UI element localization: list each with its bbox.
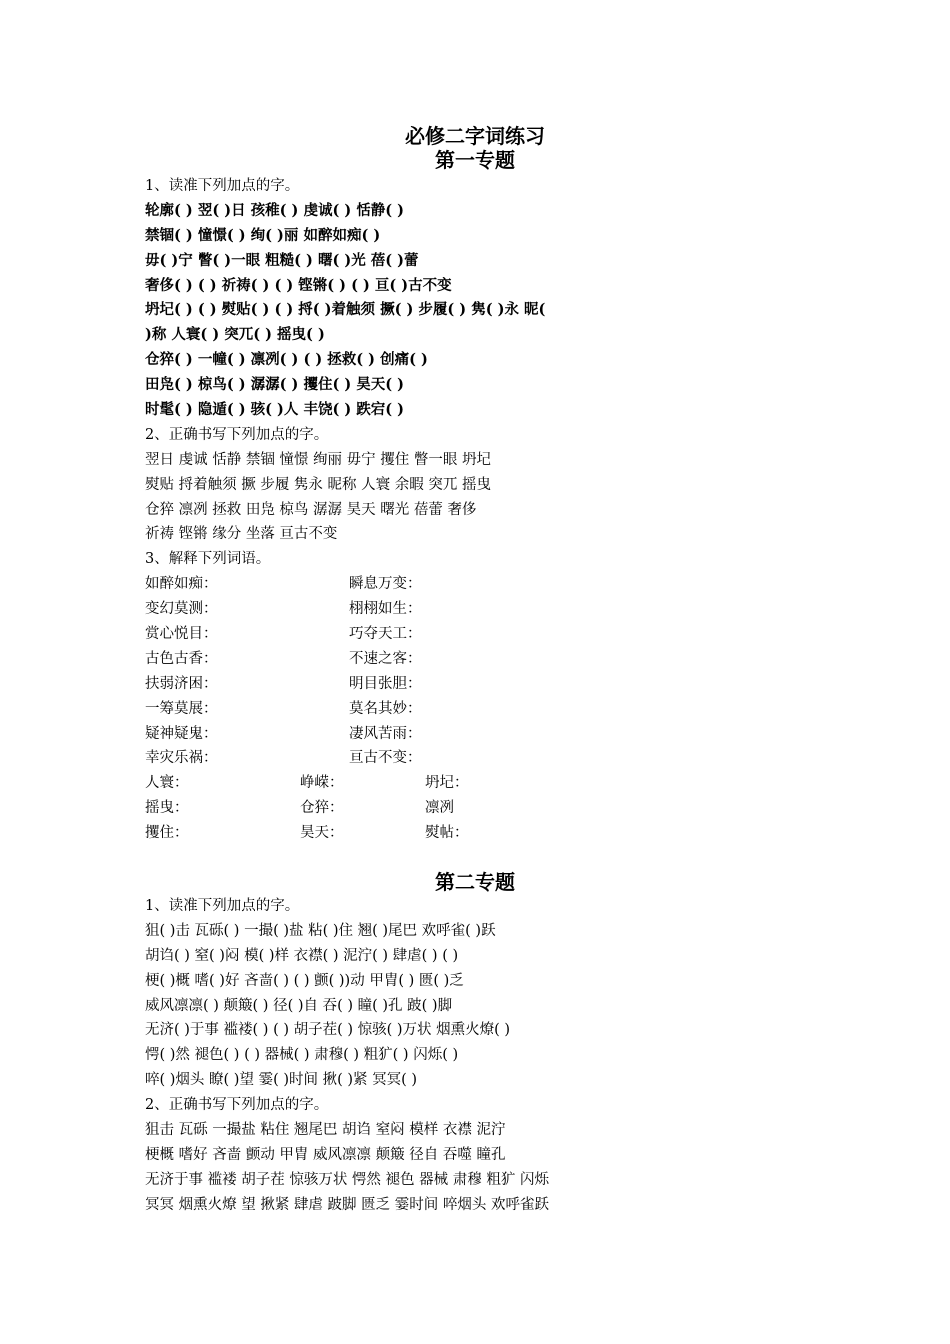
topic-2-section xyxy=(145,894,825,1218)
definition-term: 瞬息万变： xyxy=(349,576,422,593)
definition-term: 明目张胆： xyxy=(349,675,422,692)
pinyin-line: 无济( )于事 褴褛( ) ( ) 胡子茬( ) 惊骇( )万状 烟熏火燎( ) xyxy=(145,1022,511,1039)
pinyin-line: 奢侈( ) ( ) 祈祷( ) ( ) 铿锵( ) ( ) 亘( )古不变 xyxy=(145,276,452,294)
writing-line: 无济于事 褴褛 胡子茬 惊骇万状 愕然 褪色 器械 肃穆 粗犷 闪烁 xyxy=(145,1171,549,1188)
definition-term: 昊天： xyxy=(300,825,344,842)
definition-term: 莫名其妙： xyxy=(349,700,422,717)
definition-row xyxy=(145,722,825,747)
definition-term: 疑神疑鬼： xyxy=(145,725,218,742)
definition-term: 不速之客： xyxy=(349,650,422,667)
writing-line: 狙击 瓦砾 一撮盐 粘住 翘尾巴 胡诌 窒闷 模样 衣襟 泥泞 xyxy=(145,1122,506,1139)
definition-term: 一筹莫展： xyxy=(145,700,218,717)
definition-term: 攫住： xyxy=(145,825,189,842)
definition-row xyxy=(145,796,825,821)
definition-term: 坍圮： xyxy=(425,775,469,792)
document-title: 必修二字词练习 xyxy=(405,124,545,148)
writing-line: 熨贴 捋着触须 撅 步履 隽永 昵称 人寰 余暇 突兀 摇曳 xyxy=(145,476,491,493)
definition-row xyxy=(145,597,825,622)
writing-line: 仓猝 凛冽 拯救 田凫 椋鸟 潺潺 昊天 曙光 蓓蕾 奢侈 xyxy=(145,501,477,518)
definition-term: 赏心悦目： xyxy=(145,626,218,643)
definition-term: 扶弱济困： xyxy=(145,675,218,692)
pinyin-line: 轮廓( ) 翌( )日 孩稚( ) 虔诚( ) 恬静( ) xyxy=(145,201,405,219)
definition-term: 凛冽 xyxy=(425,800,454,817)
pinyin-line: 毋( )宁 瞥( )一眼 粗糙( ) 曙( )光 蓓( )蕾 xyxy=(145,251,419,269)
definition-term: 栩栩如生： xyxy=(349,601,422,618)
definition-term: 巧夺天工： xyxy=(349,626,422,643)
definition-term: 摇曳： xyxy=(145,800,189,817)
pinyin-line: 仓猝( ) 一幢( ) 凛冽( ) ( ) 拯救( ) 创痛( ) xyxy=(145,351,428,369)
definition-term: 如醉如痴： xyxy=(145,576,218,593)
pinyin-line: 时髦( ) 隐遁( ) 骇( )人 丰饶( ) 跌宕( ) xyxy=(145,401,405,419)
pinyin-line: 坍圮( ) ( ) 熨贴( ) ( ) 捋( )着触须 撅( ) 步履( ) 隽( )永 昵( xyxy=(145,301,546,319)
pinyin-line: 狙( )击 瓦砾( ) 一撮( )盐 粘( )住 翘( )尾巴 欢呼雀( )跃 xyxy=(145,922,496,939)
definition-row xyxy=(145,746,825,771)
pinyin-line: 威风凛凛( ) 颠簸( ) 径( )自 吞( ) 瞳( )孔 跛( )脚 xyxy=(145,997,453,1014)
topic-1-q3-heading: 3、解释下列词语。 xyxy=(145,551,271,568)
pinyin-line: 胡诌( ) 窒( )闷 模( )样 衣襟( ) 泥泞( ) 肆虐( ) ( ) xyxy=(145,947,459,964)
definition-term: 古色古香： xyxy=(145,650,218,667)
definition-term: 人寰： xyxy=(145,775,189,792)
topic-1-q2-heading: 2、正确书写下列加点的字。 xyxy=(145,426,329,443)
definition-term: 凄风苦雨： xyxy=(349,725,422,742)
writing-line: 祈祷 铿锵 缘分 坐落 亘古不变 xyxy=(145,526,338,543)
definition-term: 仓猝： xyxy=(300,800,344,817)
definition-term: 熨帖： xyxy=(425,825,469,842)
pinyin-line: 愕( )然 褪色( ) ( ) 器械( ) 肃穆( ) 粗犷( ) 闪烁( ) xyxy=(145,1047,459,1064)
definition-term: 变幻莫测： xyxy=(145,601,218,618)
topic-2-title: 第二专题 xyxy=(435,870,515,894)
topic-1-q1-heading: 1、读准下列加点的字。 xyxy=(145,178,300,194)
pinyin-line: 梗( )概 嗜( )好 吝啬( ) ( ) 颤( ))动 甲胄( ) 匮( )乏 xyxy=(145,972,464,989)
topic-1-section xyxy=(145,174,825,846)
writing-line: 翌日 虔诚 恬静 禁锢 憧憬 绚丽 毋宁 攫住 瞥一眼 坍圮 xyxy=(145,451,491,468)
writing-line: 梗概 嗜好 吝啬 颤动 甲胄 威风凛凛 颠簸 径自 吞噬 瞳孔 xyxy=(145,1146,506,1163)
pinyin-line: 禁锢( ) 憧憬( ) 绚( )丽 如醉如痴( ) xyxy=(145,226,381,244)
definition-row xyxy=(145,697,825,722)
definition-row xyxy=(145,771,825,796)
definition-term: 幸灾乐祸： xyxy=(145,750,218,767)
topic-2-q2-heading: 2、正确书写下列加点的字。 xyxy=(145,1097,329,1114)
definition-row xyxy=(145,672,825,697)
definition-row xyxy=(145,572,825,597)
pinyin-line: 啐( )烟头 瞭( )望 霎( )时间 揪( )紧 冥冥( ) xyxy=(145,1072,418,1089)
definition-row xyxy=(145,622,825,647)
definition-term: 峥嵘： xyxy=(300,775,344,792)
definition-term: 亘古不变： xyxy=(349,750,422,767)
topic-2-q1-heading: 1、读准下列加点的字。 xyxy=(145,898,300,914)
writing-line: 冥冥 烟熏火燎 望 揪紧 肆虐 跛脚 匮乏 霎时间 啐烟头 欢呼雀跃 xyxy=(145,1196,549,1213)
definition-row xyxy=(145,647,825,672)
pinyin-line: 田凫( ) 椋鸟( ) 潺潺( ) 攫住( ) 昊天( ) xyxy=(145,376,405,394)
definition-row xyxy=(145,821,825,846)
pinyin-line: )称 人寰( ) 突兀( ) 摇曳( ) xyxy=(145,326,325,344)
topic-1-title: 第一专题 xyxy=(435,148,515,172)
